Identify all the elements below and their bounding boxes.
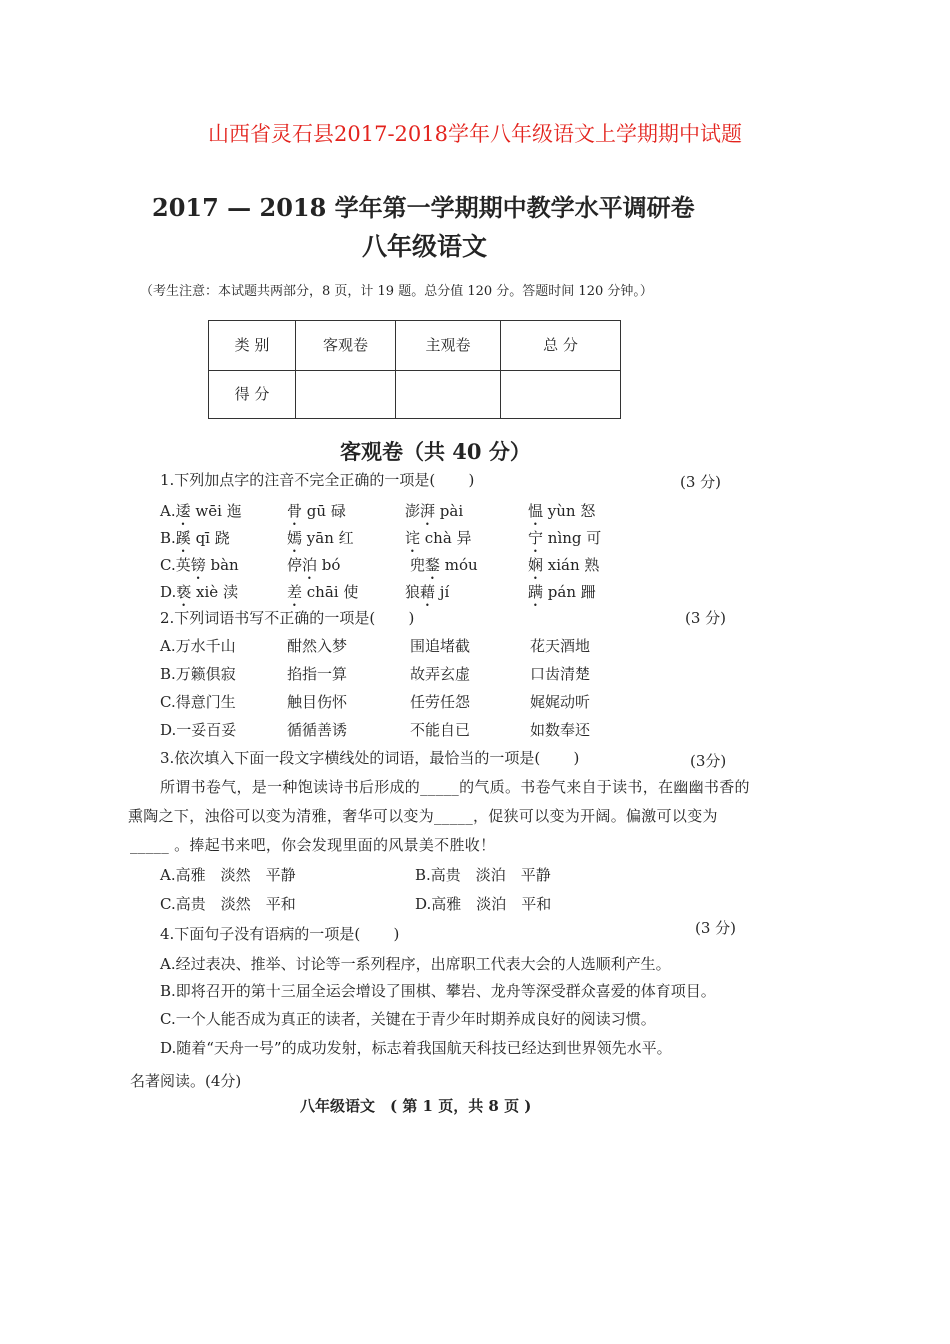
q3-option-d: D.高雅 淡泊 平和 (415, 895, 552, 913)
header-total: 总 分 (501, 321, 621, 371)
q2-option-b-item-3: 故弄玄虚 (410, 665, 471, 683)
q2-option-b-item-1: B.万籁俱寂 (160, 665, 236, 683)
pinyin-text: gū 碌 (302, 502, 346, 520)
q2-points: (3 分) (685, 609, 727, 627)
q1-points: (3 分) (680, 473, 722, 491)
option-label: A. (160, 502, 176, 520)
q1-option-d-item-2 (287, 583, 358, 610)
q1-option-a-item-2 (287, 502, 346, 529)
q3-passage-line-1: 所谓书卷气，是一种饱读诗书后形成的_____的气质。书卷气来自于读书，在幽幽书香的 (160, 778, 750, 796)
q1-option-b-item-2 (287, 529, 354, 556)
row-label-score: 得 分 (209, 371, 296, 419)
dotted-char: 诧 (405, 529, 421, 547)
option-prefix: 澎 (405, 502, 421, 520)
pinyin-text: yùn 怒 (543, 502, 596, 520)
pinyin-text: qī 跷 (190, 529, 230, 547)
pinyin-text: nìng 可 (543, 529, 602, 547)
pinyin-text: xián 熟 (543, 556, 600, 574)
q1-option-b-item-1 (160, 529, 230, 556)
dotted-char: 泊 (302, 556, 318, 574)
dotted-char: 宁 (528, 529, 544, 547)
q3-stem: 3.依次填入下面一段文字横线处的词语，最恰当的一项是( ) (160, 749, 580, 767)
q2-option-c-item-1: C.得意门生 (160, 693, 236, 711)
q2-option-a-item-2: 酣然入梦 (287, 637, 348, 655)
dotted-char: 亵 (176, 583, 192, 601)
pinyin-text: móu (440, 556, 478, 574)
q4-option-a: A.经过表决、推举、讨论等一系列程序，出席职工代表大会的人选顺利产生。 (160, 955, 671, 973)
dotted-char: 鍪 (425, 556, 441, 574)
q2-option-a-item-1: A.万水千山 (160, 637, 236, 655)
q2-option-c-item-3: 任劳任怨 (410, 693, 471, 711)
q2-option-a-item-3: 围追堵截 (410, 637, 471, 655)
q4-points: (3 分) (695, 919, 737, 937)
q3-passage-line-2: 熏陶之下，浊俗可以变为清雅，奢华可以变为_____，促狭可以变为开阔。偏激可以变为 (128, 807, 718, 825)
dotted-char: 蹒 (528, 583, 544, 601)
dotted-char: 愠 (528, 502, 544, 520)
pinyin-text: bàn (205, 556, 239, 574)
pinyin-text: yān 红 (302, 529, 354, 547)
q1-option-b-item-3 (405, 529, 472, 556)
q3-option-c: C.高贵 淡然 平和 (160, 895, 296, 913)
pinyin-text: pài (435, 502, 464, 520)
q2-option-c-item-4: 娓娓动听 (530, 693, 591, 711)
exam-heading: 2017 — 2018 学年第一学期期中教学水平调研卷 (152, 193, 695, 222)
q2-option-d-item-3: 不能自已 (410, 721, 471, 739)
header-subjective: 主观卷 (396, 321, 501, 371)
option-prefix: 停 (287, 556, 303, 574)
exam-subject: 八年级语文 (362, 232, 488, 261)
q1-option-c-item-3 (410, 556, 478, 583)
score-table (208, 320, 621, 419)
dotted-char: 湃 (420, 502, 436, 520)
q3-points: (3分) (690, 752, 727, 770)
q1-stem: 1.下列加点字的注音不完全正确的一项是( ) (160, 471, 475, 489)
q2-option-d-item-4: 如数奉还 (530, 721, 591, 739)
q4-stem: 4.下面句子没有语病的一项是( ) (160, 925, 400, 943)
q2-stem: 2.下列词语书写不正确的一项是( ) (160, 609, 415, 627)
option-label: C.英 (160, 556, 191, 574)
q1-option-b-item-4 (528, 529, 601, 556)
q2-option-a-item-4: 花天酒地 (530, 637, 591, 655)
pinyin-text: xiè 渎 (191, 583, 238, 601)
pinyin-text: wēi 迤 (190, 502, 242, 520)
dotted-char: 差 (287, 583, 303, 601)
score-table-header-row (209, 321, 621, 371)
q4-option-b: B.即将召开的第十三届全运会增设了围棋、攀岩、龙舟等深受群众喜爱的体育项目。 (160, 982, 716, 1000)
header-objective: 客观卷 (296, 321, 396, 371)
option-prefix: 兜 (410, 556, 426, 574)
q2-option-b-item-4: 口齿清楚 (530, 665, 591, 683)
dotted-char: 逶 (175, 502, 191, 520)
q2-option-d-item-2: 循循善诱 (287, 721, 348, 739)
section-title: 客观卷（共 40 分） (340, 439, 531, 464)
q1-option-d-item-1 (160, 583, 238, 610)
q4-option-c: C.一个人能否成为真正的读者，关键在于青少年时期养成良好的阅读习惯。 (160, 1010, 656, 1028)
q1-option-d-item-4 (528, 583, 596, 610)
dotted-char: 镑 (190, 556, 206, 574)
reading-section-heading: 名著阅读。(4分) (130, 1072, 242, 1090)
dotted-char: 蹊 (175, 529, 191, 547)
q1-option-a-item-3 (405, 502, 463, 529)
pinyin-text: chāi 使 (302, 583, 359, 601)
objective-score-cell (296, 371, 396, 419)
q4-option-d: D.随着“天舟一号”的成功发射，标志着我国航天科技已经达到世界领先水平。 (160, 1039, 672, 1057)
q1-option-d-item-3 (405, 583, 449, 610)
option-prefix: 狼 (405, 583, 421, 601)
q3-passage-line-3: _____ 。捧起书来吧，你会发现里面的风景美不胜收！ (130, 836, 496, 854)
q2-option-c-item-2: 触目伤怀 (287, 693, 348, 711)
q1-option-c-item-1 (160, 556, 239, 583)
score-table-score-row (209, 371, 621, 419)
dotted-char: 嫣 (287, 529, 303, 547)
q1-option-a-item-4 (528, 502, 595, 529)
dotted-char: 骨 (287, 502, 303, 520)
q1-option-c-item-2 (287, 556, 340, 583)
pinyin-text: chà 异 (420, 529, 472, 547)
q2-option-d-item-1: D.一妥百妥 (160, 721, 237, 739)
subjective-score-cell (396, 371, 501, 419)
q3-option-b: B.高贵 淡泊 平静 (415, 866, 551, 884)
q1-option-c-item-4 (528, 556, 599, 583)
q1-option-a-item-1 (160, 502, 242, 529)
dotted-char: 娴 (528, 556, 544, 574)
header-category: 类 别 (209, 321, 296, 371)
pinyin-text: pán 跚 (543, 583, 596, 601)
total-score-cell (501, 371, 621, 419)
page-footer: 八年级语文 ( 第 1 页，共 8 页 ) (300, 1097, 532, 1115)
dotted-char: 藉 (420, 583, 436, 601)
option-label: B. (160, 529, 176, 547)
pinyin-text: bó (317, 556, 341, 574)
exam-notice: （考生注意：本试题共两部分，8 页，计 19 题。总分值 120 分。答题时间 120 分钟。） (140, 284, 653, 299)
pinyin-text: jí (435, 583, 450, 601)
q3-option-a: A.高雅 淡然 平静 (160, 866, 296, 884)
document-title: 山西省灵石县2017-2018学年八年级语文上学期期中试题 (208, 122, 742, 146)
option-label: D. (160, 583, 177, 601)
q2-option-b-item-2: 掐指一算 (287, 665, 348, 683)
